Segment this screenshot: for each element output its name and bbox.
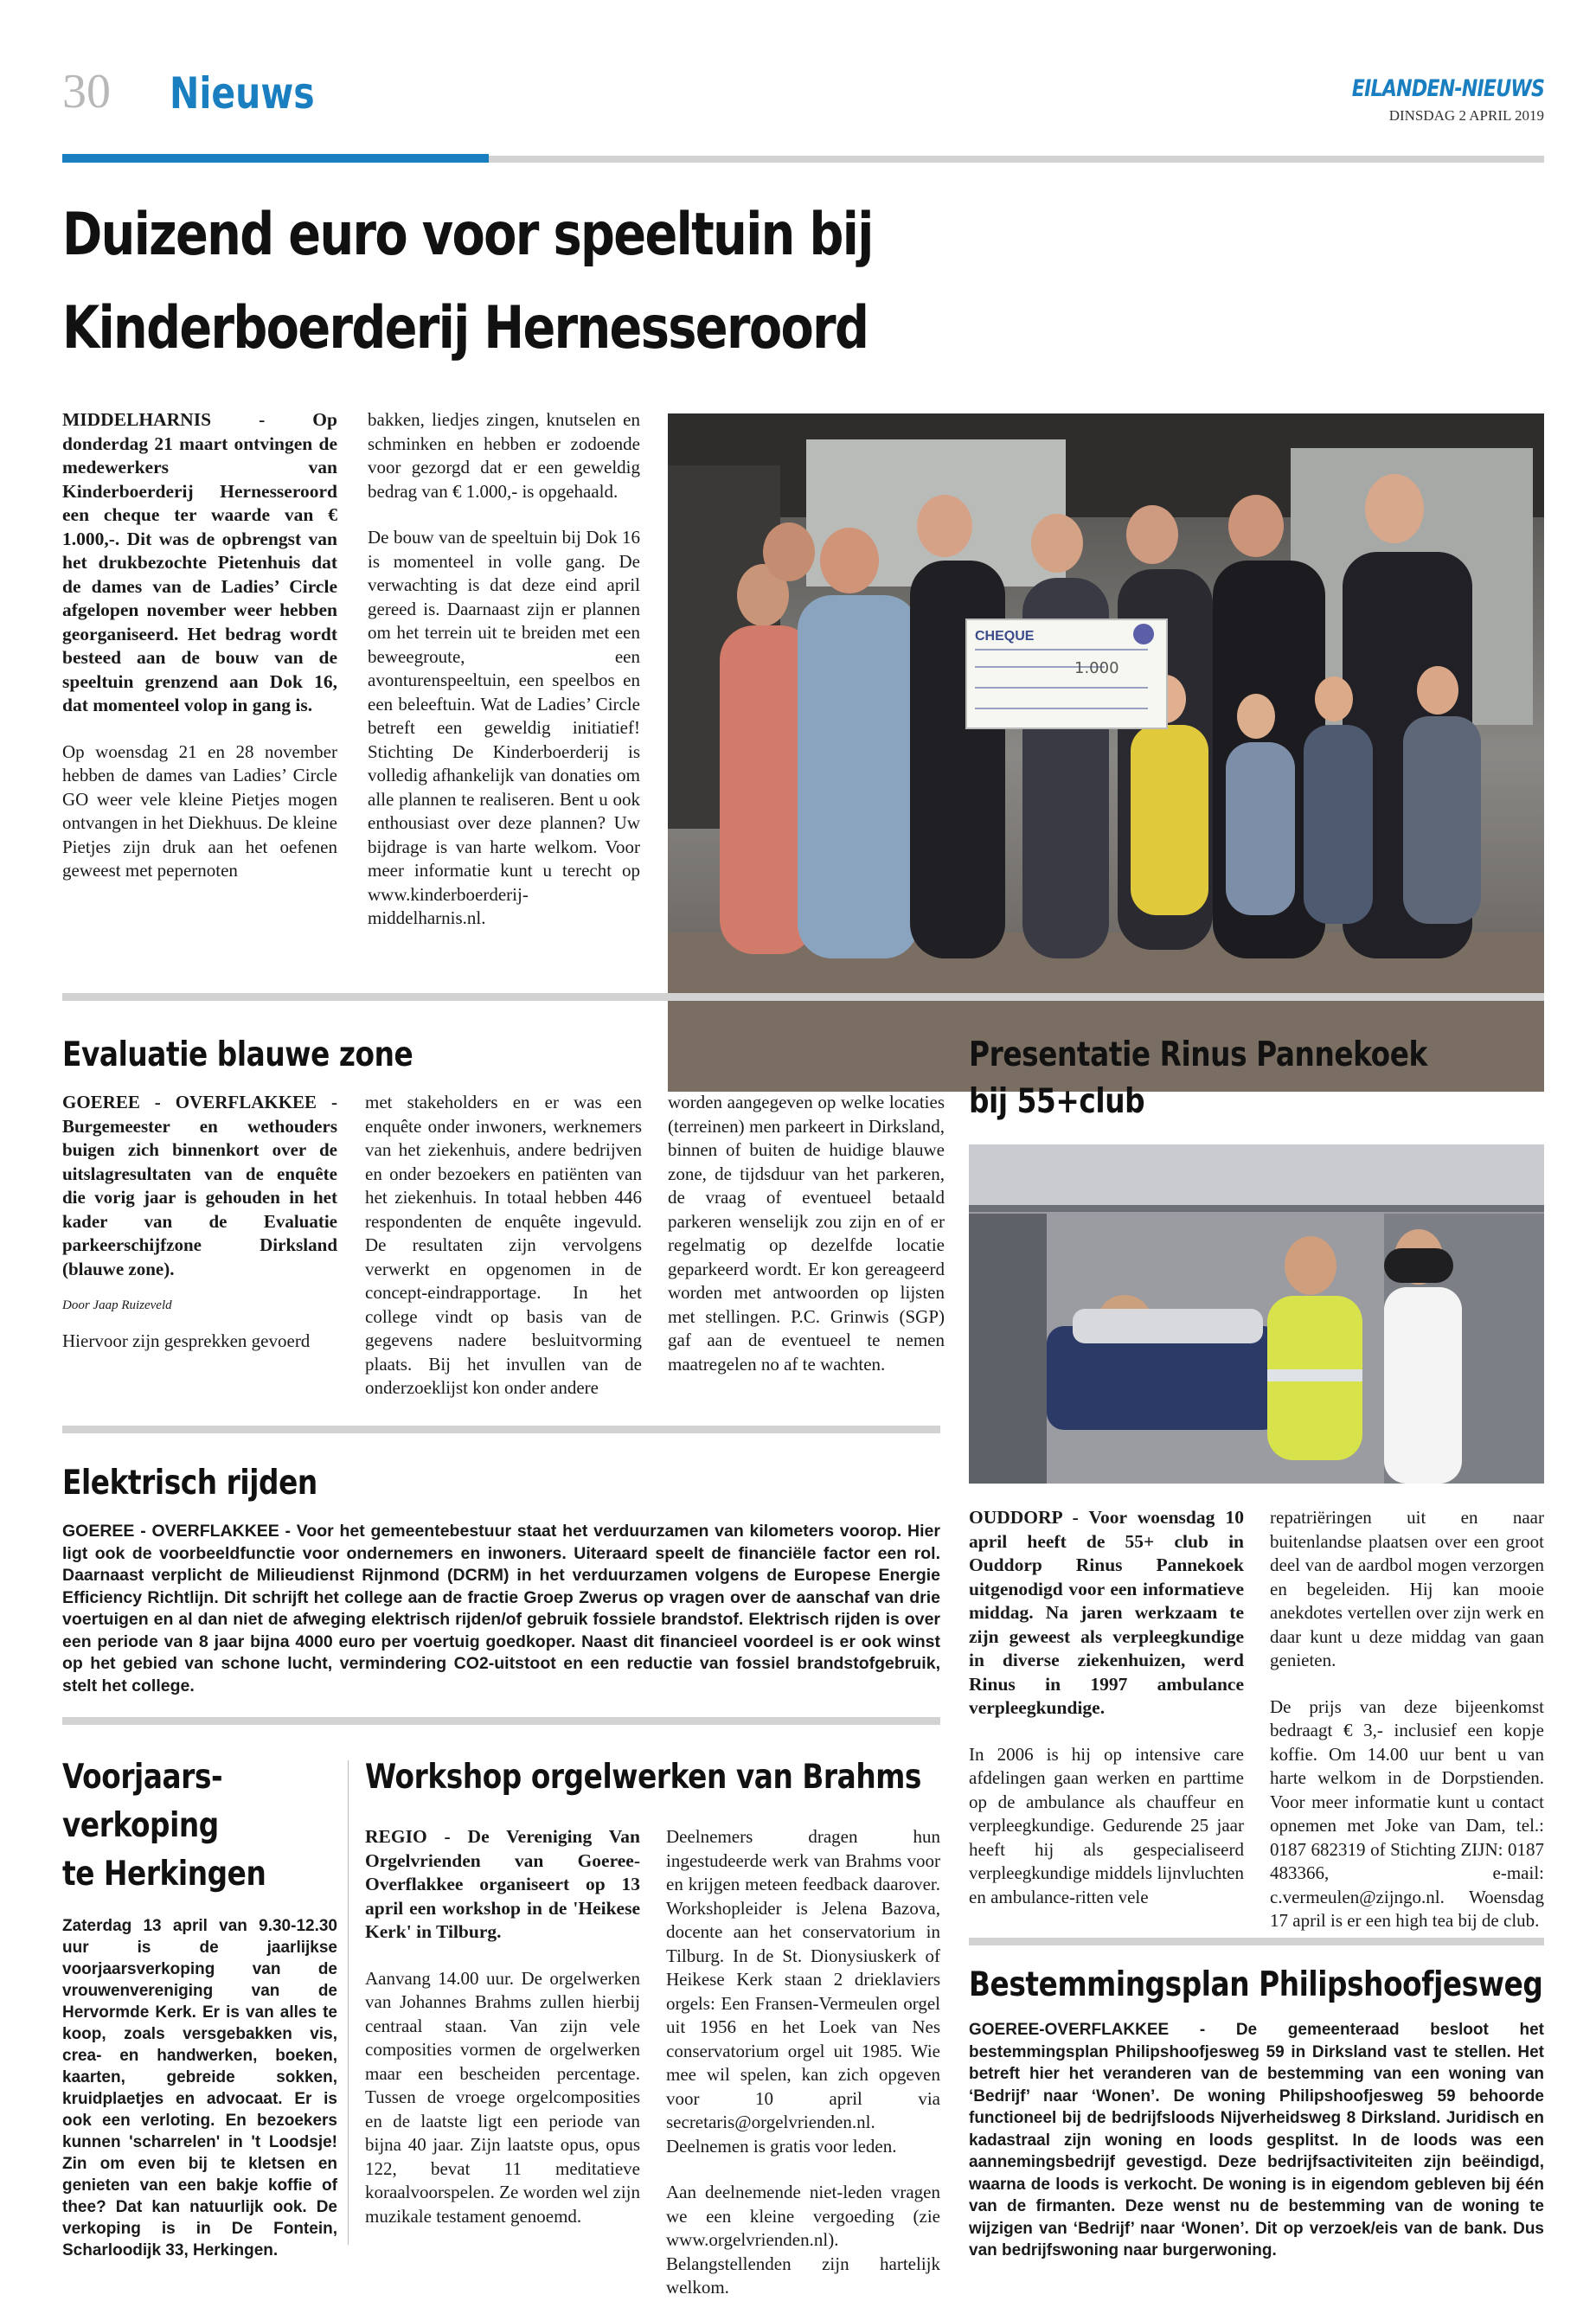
section-label: Nieuws [170,68,315,119]
elektrisch-body: GOEREE - OVERFLAKKEE - Voor het gemeentebestuur staat het verduurzamen van kilometers voorop. Hier ligt ook de voorbeeldfunctie voor ondernemers en inwoners. Uiteraard speelt de financiële factor een rol. Daarnaast verplicht de Milieudienst Rijnmond (DCRM) in het verduurzamen volgens de Europese Energie Efficiency Richtlijn. Dit schrijft het college aan de fractie Groep Zwerus op vragen over de aanschaf van drie voertuigen en al dan niet de afweging elektrisch rijden/of gebruik fossiele brandstof. Elektrisch rijden is over een periode van 8 jaar bijna 4000 euro per voertuig goedkoper. Naast dit financieel voordeel is er ook winst op het gebied van schone lucht, vermindering CO2-uitstoot en een reductie van fossiel brandstofgebruik, stelt het college. [62,1522,940,1695]
main-headline-line2: Kinderboerderij Hernesseroord [62,294,869,362]
voorjaar-body: Zaterdag 13 april van 9.30-12.30 uur is de jaarlijkse voorjaarsverkoping van de vrouwenvereniging van de Hervormde Kerk. Er is van alles te koop, zoals versgebakken vis, crea- en handwerken, boeken, kaarten, gebreide sokken, kruidplaetjes en advocaat. Er is ook een verloting. En bezoekers kunnen 'scharrelen' in 't Loodsje! Zin om even bij te kletsen en genieten van een bakje koffie of thee? Dat kan natuurlijk ook. De verkoping is in De Fontein, Scharloodijk 33, Herkingen. [62,1917,337,2259]
workshop-lead: REGIO - De Vereniging Van Orgelvrienden van Goeree-Overflakkee organiseert op 13 april een workshop in de 'Heikese Kerk' in Tilburg. [365,1826,640,1942]
main-lead: MIDDELHARNIS - Op donderdag 21 maart ontvingen de medewerkers van Kinderboerderij Hernesseroord een cheque ter waarde van € 1.000,-. Dit was de opbrengst van het drukbezochte Pietenhuis dat de dames van de Ladies’ Circle afgelopen november weer hebben georganiseerd. Het bedrag wordt besteed aan de bouw van de speeltuin grenzend aan Dok 16, dat momenteel volop in gang is. [62,409,337,715]
workshop-col2-para2: Aan deelnemende niet-leden vragen we een kleine vergoeding (zie www.orgelvrienden.nl). Belangstellenden zijn hartelijk welkom. [666,2182,940,2298]
main-col2-para2: De bouw van de speeltuin bij Dok 16 is momenteel in volle gang. De verwachting is dat deze eind april gereed is. Daarnaast zijn er plannen om het terrein uit te breiden met een beweegroute, een avonturenspeeltuin, een speelbos en een beleeftuin. Wat de Ladies’ Circle betreft een geweldig initiatief! Stichting De Kinderboerderij is volledig afhankelijk van donaties om alle plannen te realiseren. Bent u ook enthousiast over deze plannen? Uw bijdrage is van harte welkom. Voor meer informatie kunt u terecht op www.kinderboerderij-middelharnis.nl. [368,527,640,928]
section-rule-4 [969,1938,1544,1945]
bestemmingsplan-title: Bestemmingsplan Philipshoofjesweg [969,1965,1543,2004]
column-divider [348,1760,349,2245]
evaluatie-lead: GOEREE - OVERFLAKKEE - Burgemeester en wethouders buigen zich binnenkort over de uitslagresultaten van de enquête die vorig jaar is gehouden in het kader van de Evaluatie parkeerschijfzone Dirksland (blauwe zone). [62,1092,337,1279]
presentatie-col2-para2: De prijs van deze bijeenkomst bedraagt € 3,- inclusief een kopje koffie. Om 14.00 uur bent u van harte welkom in de Dorpstienden. Voor meer informatie kunt u contact opnemen met Joke van Dam, tel.: 0187 682319 of Stichting ZIJN: 0187 483366, e-mail: c.vermeulen@zijngo.nl. Woensdag 17 april is er een high tea bij de club. [1270,1695,1544,1931]
main-col2 [368,408,640,931]
voorjaar-title-line1: Voorjaars- [62,1758,223,1797]
evaluatie-col1-end: Hiervoor zijn gesprekken gevoerd [62,1330,311,1351]
cheque-label: CHEQUE [975,629,1035,644]
bestemmingsplan-article [969,1964,1544,2284]
elektrisch-title: Elektrisch rijden [62,1464,317,1503]
section-rule-1 [62,993,1544,1001]
main-headline-line1: Duizend euro voor speeltuin bij [62,201,873,269]
ambulance-photo-illustration [969,1144,1544,1484]
workshop-col2 [666,1825,940,2300]
main-col2-para1: bakken, liedjes zingen, knutselen en schminken en hebben er zodoende voor gezorgd dat er een geweldig bedrag van € 1.000,- is opgehaald. [368,409,640,502]
header-rule [489,156,1544,163]
cheque-group-photo [668,413,1544,1092]
workshop-title: Workshop orgelwerken van Brahms [365,1758,922,1797]
evaluatie-col3-text: worden aangegeven op welke locaties (terreinen) men parkeert in Dirksland, binnen of buiten de huidige blauwe zone, de tijdsduur van het parkeren, de vraag of eventueel betaald parkeren wenselijk zou zijn en of er regelmatig op dezelfde locatie geparkeerd wordt. Er kon gereageerd worden met antwoorden op lijsten met stellingen. P.C. Grinwis (SGP) gaf aan de eventueel te nemen maatregelen no af te wachten. [668,1092,945,1375]
cheque-amount: 1.000 [1074,659,1119,677]
workshop-col2-para1: Deelnemers dragen hun ingestudeerde werk van Brahms voor en krijgen meteen feedback daarover. Workshopleider is Jelena Bazova, docente aan het conservatorium in Tilburg. In de St. Dionysiuskerk of Heikese Kerk staan 2 drieklaviers orgels: Een Fransen-Vermeulen orgel uit 1956 en het Loek van Nes conservatorium orgel uit 1985. Wie mee wil spelen, kan zich opgeven voor 10 april via secretaris@orgelvrienden.nl. Deelnemen is gratis voor leden. [666,1826,940,2157]
header-accent-bar [62,154,489,163]
presentatie-title-line1: Presentatie Rinus Pannekoek [969,1035,1427,1074]
evaluatie-title: Evaluatie blauwe zone [62,1035,413,1074]
page-number: 30 [62,65,111,119]
main-article [0,190,1596,952]
presentatie-col1-para: In 2006 is hij op intensive care afdelingen gaan werken en parttime op de ambulance als chauffeur en verpleegkundige. Gedurende 25 jaar heeft hij als gespecialiseerd verpleegkundige middels lijnvluchten en ambulance-ritten vele [969,1743,1244,1907]
ambulance-photo [969,1144,1544,1484]
presentatie-col2-para1: repatriëringen uit en naar buitenlandse plaatsen over een groot deel van de aardbol mogen verzorgen en begeleiden. Hij kan mooie anekdotes vertellen over zijn werk en daar kunt u deze middag van gaan genieten. [1270,1507,1544,1670]
evaluatie-col2-text: met stakeholders en er was een enquête onder inwoners, werknemers van het ziekenhuis, andere bedrijven en onder bezoekers en patiënten van het ziekenhuis. In totaal hebben 446 respondenten de enquête ingevuld. De resultaten zijn vervolgens verwerkt en opgenomen in de concept-eindrapportage. In het college vindt op basis van de gegevens nadere besluitvorming plaats. Bij het invullen van de onderzoeklijst kon onder andere [365,1092,642,1398]
presentatie-col2 [1270,1506,1544,1933]
workshop-col1-para: Aanvang 14.00 uur. De orgelwerken van Johannes Brahms zullen hierbij centraal staan. Van zijn vele composities vormen de orgelwerken maar een bescheiden percentage. Tussen de vroege orgelcomposities en de laatste ligt een periode van bijna 40 jaar. Zijn laatste opus, opus 122, bevat 11 meditatieve koraalvoorspelen. Ze worden wel zijn muzikale testament genoemd. [365,1967,640,2227]
main-col1-para: Op woensdag 21 en 28 november hebben de dames van Ladies’ Circle GO weer vele kleine Pietjes mogen ontvangen in het Diekhuus. De kleine Pietjes zijn druk aan het oefenen geweest met pepernoten [62,740,337,881]
workshop-article [365,1756,940,2298]
presentatie-title-line2: bij 55+club [969,1082,1145,1121]
main-col1 [62,408,337,883]
cheque-board [966,619,1167,728]
voorjaar-title-line3: te Herkingen [62,1855,266,1894]
elektrisch-article [62,1462,940,1721]
voorjaar-article [62,1756,339,2275]
evaluatie-col2 [365,1091,642,1400]
bestemmingsplan-body: GOEREE-OVERFLAKKEE - De gemeenteraad besloot het bestemmingsplan Philipshoofjesweg 59 in Dirksland vast te stellen. Het betreft hier het veranderen van de bestemming van een woning van ‘Bedrijf’ naar ‘Wonen’. De woning Philipshoofjesweg 59 behoorde functioneel bij de bedrijfsloods Nijverheidsweg 8 Dirksland. Juridisch en kadastraal zijn woning en loods gesplitst. In de loods was een aannemingsbedrijf gevestigd. Deze bedrijfsactiviteiten zijn beëindigd, waarna de loods is verkocht. De woning is in eigendom gebleven bij één van de firmanten. Deze wenst nu de bestemming van de woning te wijzigen van ‘Bedrijf’ naar ‘Wonen’. Dit op verzoek/eis van de bank. Dus van bedrijfswoning naar burgerwoning. [969,2021,1544,2259]
section-rule-2 [62,1426,940,1433]
cheque-photo-illustration [668,413,1544,1092]
evaluatie-article [62,1034,945,1397]
voorjaar-title-line2: verkoping [62,1806,219,1845]
section-rule-3 [62,1717,940,1725]
presentatie-lead: OUDDORP - Voor woensdag 10 april heeft de 55+ club in Ouddorp Rinus Pannekoek uitgenodigd voor een informatieve middag. Na jaren werkzaam te zijn geweest als verpleegkundige in diverse ziekenhuizen, werd Rinus in 1997 ambulance verpleegkundige. [969,1507,1244,1718]
evaluatie-col3 [668,1091,945,1376]
evaluatie-col1 [62,1091,337,1354]
issue-date: DINSDAG 2 APRIL 2019 [1388,107,1544,124]
paper-name-logo: EILANDEN-NIEUWS [1351,75,1544,102]
workshop-col1 [365,1825,640,2228]
page-header [0,0,1596,164]
presentatie-article [969,1034,1544,1942]
presentatie-col1 [969,1506,1244,1909]
evaluatie-byline: Door Jaap Ruizeveld [62,1298,172,1312]
